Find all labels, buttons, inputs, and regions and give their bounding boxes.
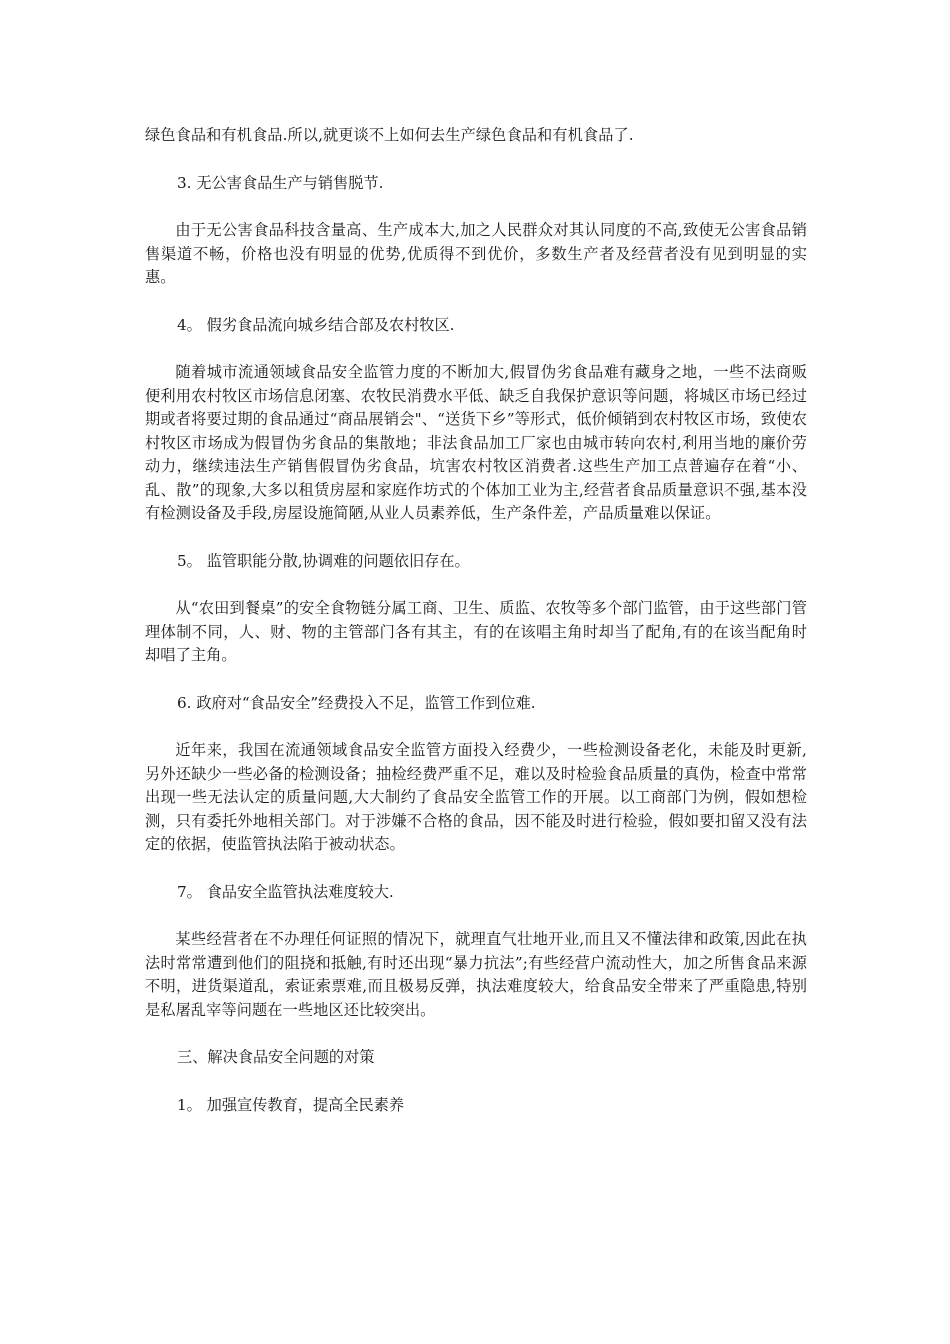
paragraph-gap [145,526,807,550]
paragraph-gap [145,668,807,692]
paragraph-gap [145,857,807,881]
paragraph-gap [145,148,807,172]
paragraph-gap [145,904,807,928]
paragraph-gap [145,1070,807,1094]
heading-item-7: 7。 食品安全监管执法难度较大. [177,882,394,901]
section-heading-countermeasures: 三、解决食品安全问题的对策 [177,1048,375,1066]
paragraph-item-4: 随着城市流通领域食品安全监管力度的不断加大,假冒伪劣食品难有藏身之地，一些不法商贩便利用农村牧区市场信息闭塞、农牧民消费水平低、缺乏自我保护意识等问题，将城区市场已经过期或者将要过期的食品通过“商品展销会"、“送货下乡”等形式，低价倾销到农村牧区市场，致使农村牧区市场成为假冒伪劣食品的集散地；非法食品加工厂家也由城市转向农村,利用当地的廉价劳动力，继续违法生产销售假冒伪劣食品，坑害农村牧区消费者.这些生产加工点普遍存在着“小、乱、散”的现象,大多以租赁房屋和家庭作坊式的个体加工业为主,经营者食品质量意识不强,基本没有检测设备及手段,房屋设施简陋,从业人员素养低，生产条件差，产品质量难以保证。 [145,363,807,522]
paragraph-item-5: 从“农田到餐桌”的安全食物链分属工商、卫生、质监、农牧等多个部门监管，由于这些部门管理体制不同，人、财、物的主管部门各有其主，有的在该唱主角时却当了配角,有的在该当配角时却唱了主角。 [145,599,807,664]
heading-item-4: 4。 假劣食品流向城乡结合部及农村牧区. [177,315,455,334]
heading-item-6: 6. 政府对“食品安全”经费投入不足，监管工作到位难. [177,693,536,712]
heading-item-3: 3. 无公害食品生产与销售脱节. [177,173,384,192]
document-body [145,124,807,1117]
paragraph-continuation: 绿色食品和有机食品.所以,就更谈不上如何去生产绿色食品和有机食品了. [145,126,634,144]
paragraph-gap [145,715,807,739]
paragraph-item-6: 近年来，我国在流通领域食品安全监管方面投入经费少，一些检测设备老化，未能及时更新,另外还缺少一些必备的检测设备；抽检经费严重不足，难以及时检验食品质量的真伪，检查中常常出现一些无法认定的质量问题,大大制约了食品安全监管工作的开展。以工商部门为例，假如想检测，只有委托外地相关部门。对于涉嫌不合格的食品，因不能及时进行检验，假如要扣留又没有法定的依据，使监管执法陷于被动状态。 [145,741,807,853]
heading-item-5: 5。 监管职能分散,协调难的问题依旧存在。 [177,551,470,570]
paragraph-gap [145,290,807,314]
paragraph-gap [145,1022,807,1046]
paragraph-gap [145,337,807,361]
paragraph-item-3: 由于无公害食品科技含量高、生产成本大,加之人民群众对其认同度的不高,致使无公害食品销售渠道不畅，价格也没有明显的优势,优质得不到优价，多数生产者及经营者没有见到明显的实惠。 [145,221,807,286]
paragraph-gap [145,195,807,219]
paragraph-item-7: 某些经营者在不办理任何证照的情况下，就理直气壮地开业,而且又不懂法律和政策,因此在执法时常常遭到他们的阻挠和抵触,有时还出现“暴力抗法”;有些经营户流动性大，加之所售食品来源不明，进货渠道乱，索证索票难,而且极易反弹，执法难度较大，给食品安全带来了严重隐患,特别是私屠乱宰等问题在一些地区还比较突出。 [145,930,807,1019]
subheading-item-1: 1。 加强宣传教育，提高全民素养 [177,1095,405,1114]
paragraph-gap [145,573,807,597]
